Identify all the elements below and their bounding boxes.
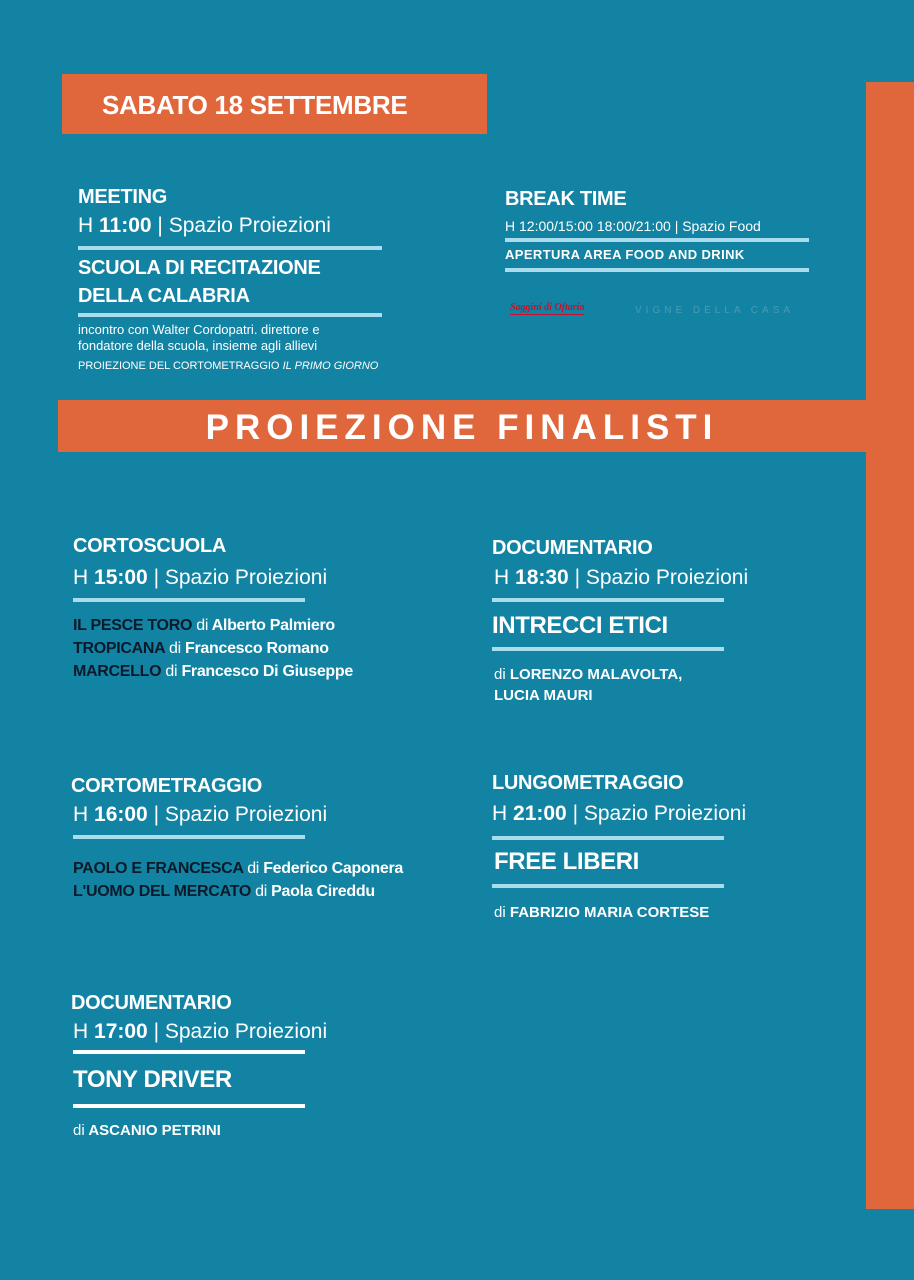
documentario1-divider-bottom [492, 647, 724, 651]
meeting-divider-top [78, 246, 382, 250]
meeting-title: SCUOLA DI RECITAZIONE DELLA CALABRIA [78, 257, 321, 307]
break-divider-bottom [505, 268, 809, 272]
film-row: MARCELLO di Francesco Di Giuseppe [73, 663, 353, 680]
documentario2-category: DOCUMENTARIO [71, 992, 232, 1014]
meeting-divider-bottom [78, 313, 382, 317]
break-divider-top [505, 238, 809, 242]
lungometraggio-divider-bottom [492, 884, 724, 888]
meeting-category: MEETING [78, 186, 168, 208]
documentario1-time: H 18:30 | Spazio Proiezioni [494, 566, 749, 589]
lungometraggio-director: di FABRIZIO MARIA CORTESE [494, 904, 710, 921]
cortoscuola-time: H 15:00 | Spazio Proiezioni [73, 566, 328, 589]
cortometraggio-divider [73, 835, 305, 839]
lungometraggio-title: FREE LIBERI [494, 848, 639, 875]
finalists-banner-text: PROIEZIONE FINALISTI [205, 408, 719, 447]
cortoscuola-divider [73, 598, 305, 602]
film-row: IL PESCE TORO di Alberto Palmiero [73, 617, 335, 634]
cortoscuola-category: CORTOSCUOLA [73, 535, 226, 557]
meeting-description: incontro con Walter Cordopatri. direttore e fondatore della scuola, insieme agli allievi [78, 322, 320, 353]
cortometraggio-category: CORTOMETRAGGIO [71, 775, 262, 797]
documentario2-divider-top [73, 1050, 305, 1054]
lungometraggio-category: LUNGOMETRAGGIO [492, 772, 684, 794]
documentario2-title: TONY DRIVER [73, 1066, 232, 1093]
cortometraggio-time: H 16:00 | Spazio Proiezioni [73, 803, 328, 826]
film-row: L'UOMO DEL MERCATO di Paola Cireddu [73, 883, 375, 900]
documentario2-time: H 17:00 | Spazio Proiezioni [73, 1020, 328, 1043]
finalists-banner [58, 400, 866, 452]
documentario1-director: di LORENZO MALAVOLTA, LUCIA MAURI [494, 666, 683, 704]
documentario2-divider-bottom [73, 1104, 305, 1108]
meeting-projection: PROIEZIONE DEL CORTOMETRAGGIO IL PRIMO GIORNO [78, 360, 379, 372]
lungometraggio-time: H 21:00 | Spazio Proiezioni [492, 802, 747, 825]
date-banner [62, 74, 487, 134]
sponsor-logo-1: Saggini di Oftaria [510, 302, 585, 313]
cortoscuola-films [73, 614, 353, 683]
break-category: BREAK TIME [505, 188, 627, 210]
documentario1-title: INTRECCI ETICI [492, 612, 668, 639]
side-accent-bar [866, 82, 914, 1209]
lungometraggio-divider-top [492, 836, 724, 840]
film-row: TROPICANA di Francesco Romano [73, 640, 329, 657]
sponsor-logo-2: VIGNE DELLA CASA [635, 305, 795, 316]
break-info: H 12:00/15:00 18:00/21:00 | Spazio Food [505, 218, 761, 234]
cortometraggio-films [73, 857, 403, 903]
documentario2-director: di ASCANIO PETRINI [73, 1122, 221, 1139]
documentario1-category: DOCUMENTARIO [492, 537, 653, 559]
meeting-time: H 11:00 | Spazio Proiezioni [78, 214, 331, 237]
break-title: APERTURA AREA FOOD AND DRINK [505, 247, 745, 262]
documentario1-divider-top [492, 598, 724, 602]
film-row: PAOLO E FRANCESCA di Federico Caponera [73, 860, 404, 877]
date-banner-text: SABATO 18 SETTEMBRE [102, 90, 408, 120]
